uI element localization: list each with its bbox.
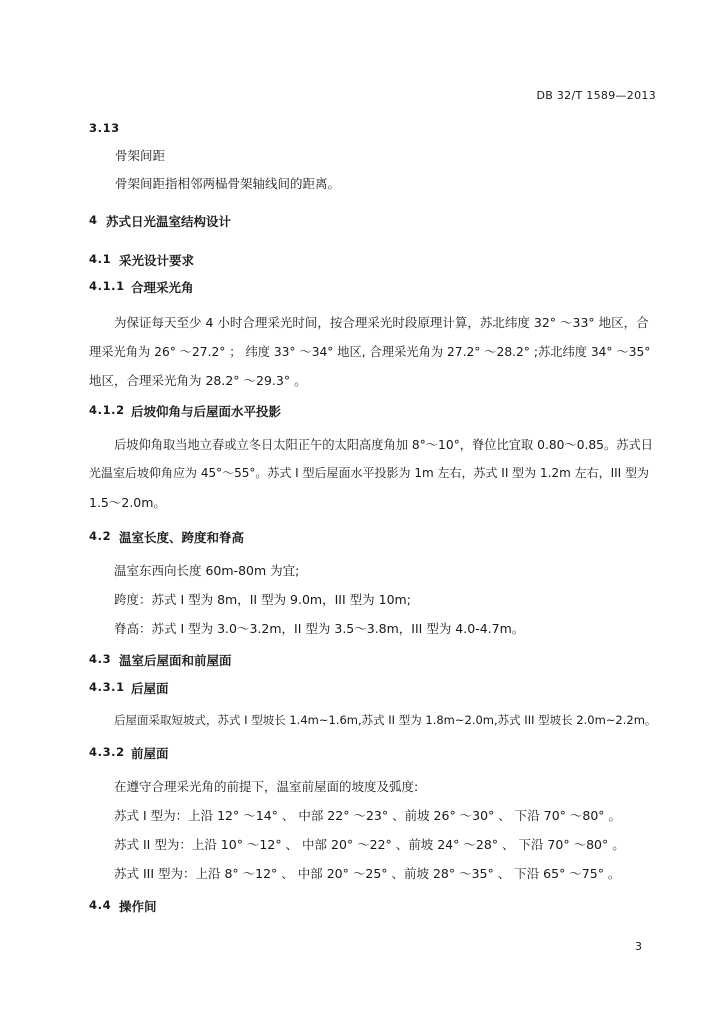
term-title: 骨架间距 xyxy=(115,148,166,163)
section-title-4-1-1: 合理采光角 xyxy=(131,280,194,295)
paragraph-line: 后坡仰角取当地立春或立冬日太阳正午的太阳高度角加 8°～10°，脊位比宜取 0.80～0.85。苏式日 xyxy=(114,438,653,452)
section-title-4-1: 采光设计要求 xyxy=(119,253,195,268)
section-title-4: 苏式日光温室结构设计 xyxy=(106,214,232,229)
section-title-4-4: 操作间 xyxy=(119,899,157,914)
section-number-4-4: 4.4 xyxy=(89,898,112,912)
section-number-4-1: 4.1 xyxy=(89,252,112,266)
term-definition: 骨架间距指相邻两榀骨架轴线间的距离。 xyxy=(115,176,341,191)
section-number-4: 4 xyxy=(89,213,98,227)
paragraph-line: 地区，合理采光角为 28.2° ～29.3° 。 xyxy=(89,373,307,388)
paragraph-line: 苏式 III 型为：上沿 8° ～12° 、 中部 20° ～25° 、前坡 28° ～35° 、 下沿 65° ～75° 。 xyxy=(114,866,621,881)
section-number-4-3: 4.3 xyxy=(89,652,112,666)
paragraph-line: 苏式 I 型为：上沿 12° ～14° 、 中部 22° ～23° 、前坡 26° ～30° 、 下沿 70° ～80° 。 xyxy=(114,808,622,823)
section-title-4-3-2: 前屋面 xyxy=(131,746,169,761)
section-title-4-1-2: 后坡仰角与后屋面水平投影 xyxy=(131,404,282,419)
section-number-4-3-1: 4.3.1 xyxy=(89,680,125,694)
section-title-4-3-1: 后屋面 xyxy=(131,681,169,696)
page-number: 3 xyxy=(635,940,642,953)
paragraph-line: 后屋面采取短坡式，苏式 I 型坡长 1.4m~1.6m,苏式 II 型为 1.8m~2.0m,苏式 III 型坡长 2.0m~2.2m。 xyxy=(114,713,657,727)
section-number-4-1-1: 4.1.1 xyxy=(89,279,125,293)
paragraph-line: 光温室后坡仰角应为 45°～55°。苏式 I 型后屋面水平投影为 1m 左右，苏式 II 型为 1.2m 左右，III 型为 xyxy=(89,466,650,480)
document-code: DB 32/T 1589—2013 xyxy=(536,89,656,102)
section-title-4-3: 温室后屋面和前屋面 xyxy=(119,653,232,668)
paragraph-line: 温室东西向长度 60m-80m 为宜; xyxy=(114,563,300,578)
section-title-4-2: 温室长度、跨度和脊高 xyxy=(119,530,245,545)
paragraph-line: 苏式 II 型为：上沿 10° ～12° 、 中部 20° ～22° 、前坡 24° ～28° 、 下沿 70° ～80° 。 xyxy=(114,837,625,852)
section-number-4-3-2: 4.3.2 xyxy=(89,745,125,759)
section-number-4-2: 4.2 xyxy=(89,529,112,543)
paragraph-line: 在遵守合理采光角的前提下，温室前屋面的坡度及弧度: xyxy=(114,779,419,794)
section-number-4-1-2: 4.1.2 xyxy=(89,403,125,417)
paragraph-line: 为保证每天至少 4 小时合理采光时间，按合理采光时段原理计算，苏北纬度 32° ～33° 地区，合 xyxy=(114,315,649,330)
paragraph-line: 跨度：苏式 I 型为 8m，II 型为 9.0m，III 型为 10m; xyxy=(114,592,411,607)
paragraph-line: 1.5～2.0m。 xyxy=(89,495,166,510)
paragraph-line: 脊高：苏式 I 型为 3.0～3.2m，II 型为 3.5～3.8m，III 型为 4.0-4.7m。 xyxy=(114,621,525,636)
section-number-3-13: 3.13 xyxy=(89,121,120,135)
paragraph-line: 理采光角为 26° ～27.2° ； 纬度 33° ～34° 地区, 合理采光角为 27.2° ～28.2° ;苏北纬度 34° ～35° xyxy=(89,345,651,359)
